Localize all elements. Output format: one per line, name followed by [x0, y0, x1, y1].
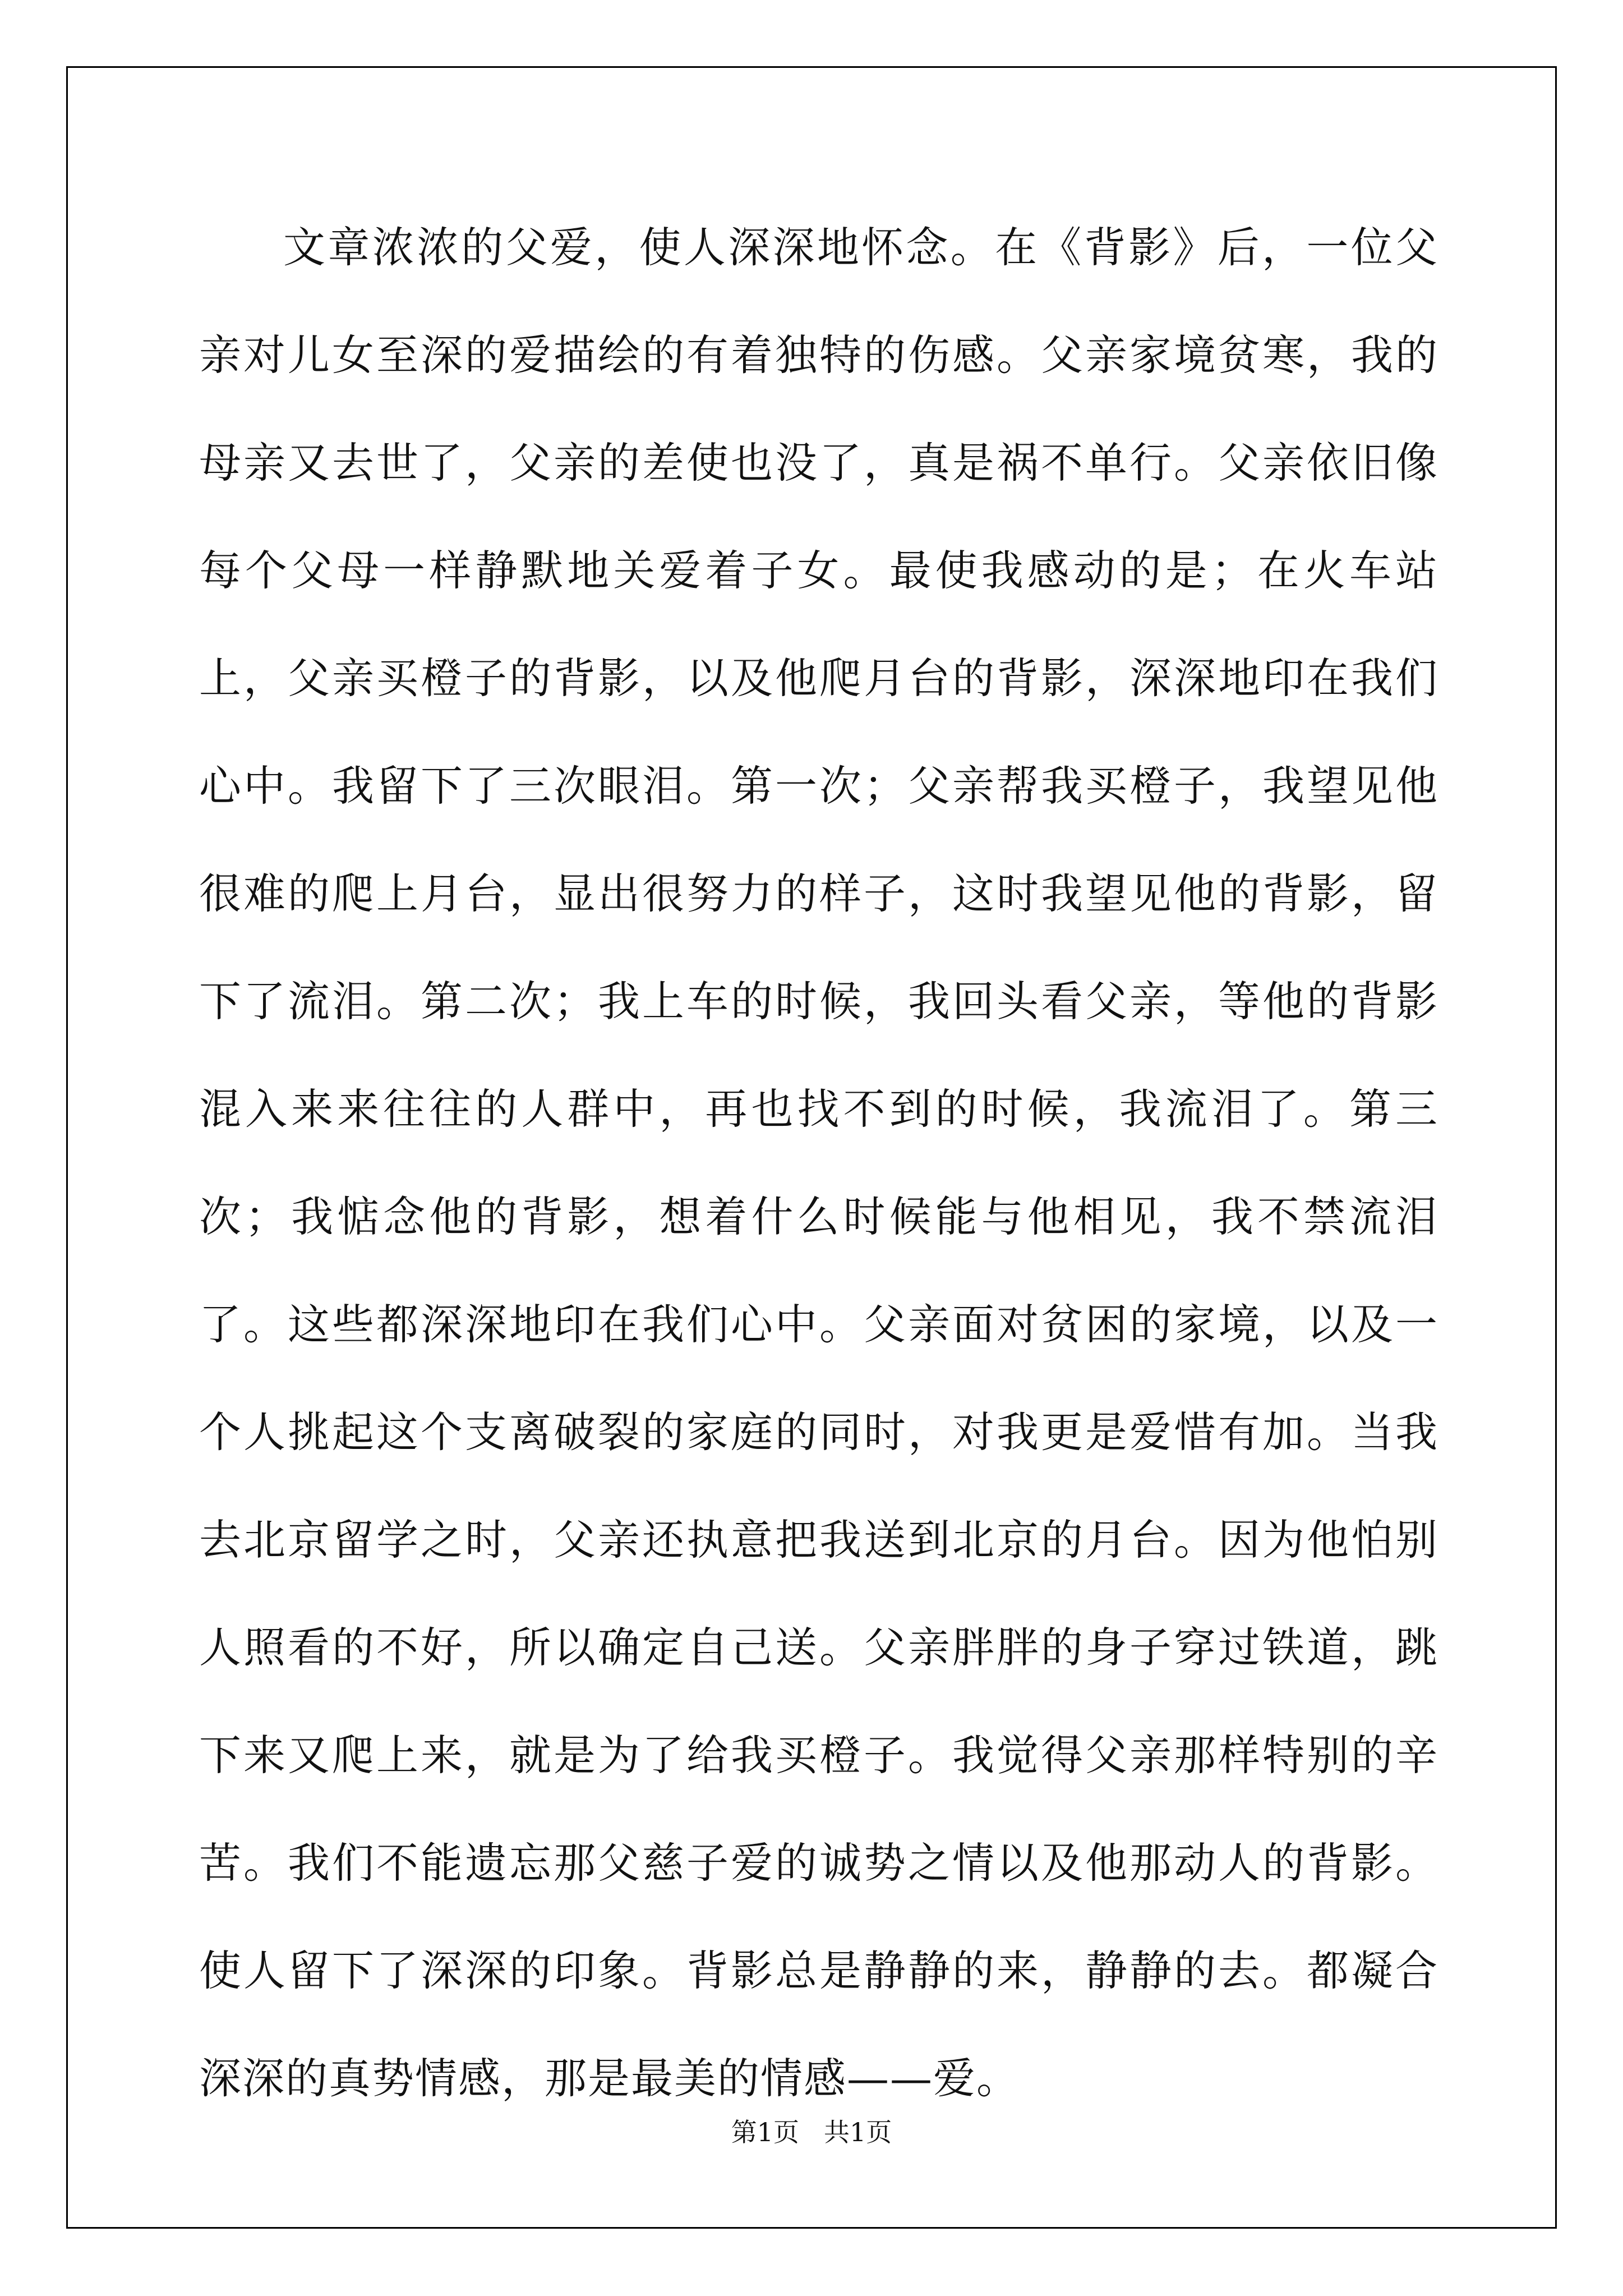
body-paragraph: 文章浓浓的父爱，使人深深地怀念。在《背影》后，一位父亲对儿女至深的爱描绘的有着独特的伤感。父亲家境贫寒，我的母亲又去世了，父亲的差使也没了，真是祸不单行。父亲依旧像每个父母一样静默地关爱着子女。最使我感动的是；在火车站上，父亲买橙子的背影，以及他爬月台的背影，深深地印在我们心中。我留下了三次眼泪。第一次；父亲帮我买橙子，我望见他很难的爬上月台，显出很努力的样子，这时我望见他的背影，留下了流泪。第二次；我上车的时候，我回头看父亲，等他的背影混入来来往往的人群中，再也找不到的时候，我流泪了。第三次；我惦念他的背影，想着什么时候能与他相见，我不禁流泪了。这些都深深地印在我们心中。父亲面对贫困的家境，以及一个人挑起这个支离破裂的家庭的同时，对我更是爱惜有加。当我去北京留学之时，父亲还执意把我送到北京的月台。因为他怕别人照看的不好，所以确定自己送。父亲胖胖的身子穿过铁道，跳下来又爬上来，就是为了给我买橙子。我觉得父亲那样特别的辛苦。我们不能遗忘那父慈子爱的诚势之情以及他那动人的背影。使人留下了深深的印象。背影总是静静的来，静静的去。都凝合深深的真势情感，那是最美的情感——爱。	[199, 223, 1438, 2103]
footer-spacer	[799, 2117, 824, 2147]
page-footer	[0, 2112, 1623, 2149]
page-number-current: 第1页	[731, 2117, 800, 2147]
page-number-total: 共1页	[823, 2117, 892, 2147]
